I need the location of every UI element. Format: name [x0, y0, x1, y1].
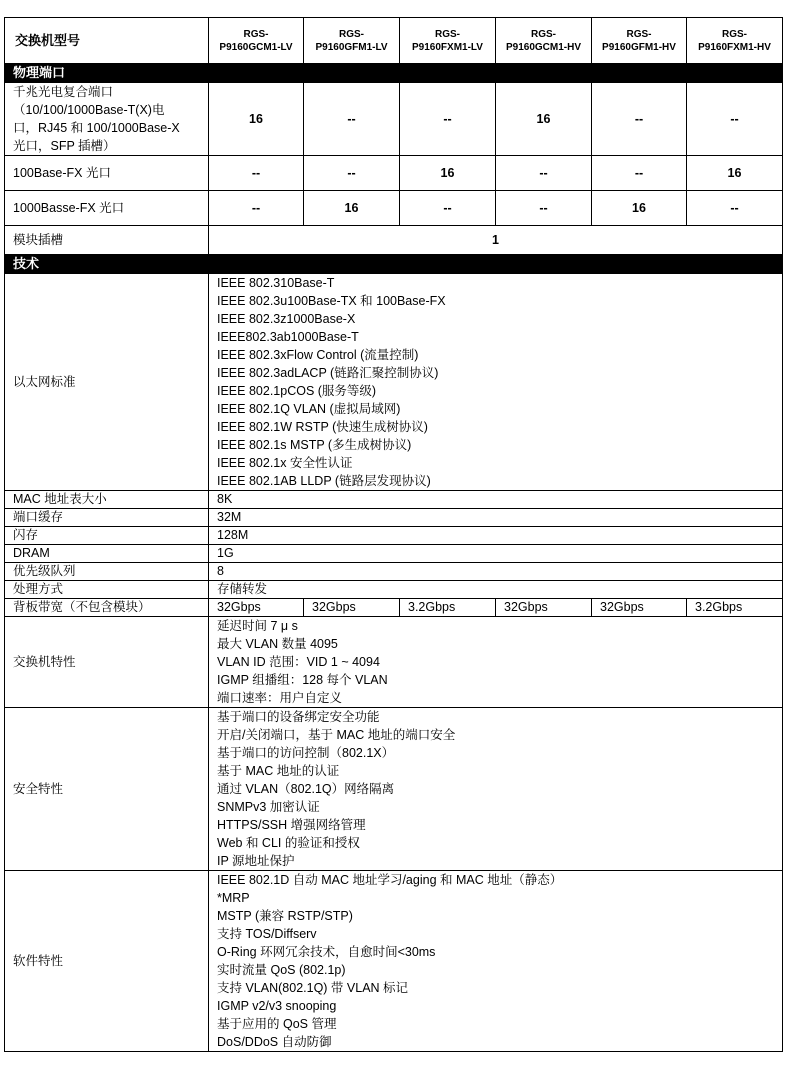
port-value: -- [400, 83, 496, 156]
buffer-row [5, 509, 783, 527]
slot-label: 模块插槽 [5, 226, 209, 255]
security-list [209, 708, 783, 871]
model-1: RGS- P9160GCM1-LV [209, 18, 304, 64]
software-line: O-Ring 环网冗余技术，自愈时间<30ms [217, 945, 436, 959]
feature-line: 端口速率：用户自定义 [217, 691, 343, 705]
mac-table-row [5, 491, 783, 509]
port-value: -- [496, 156, 592, 191]
backplane-value: 32Gbps [592, 599, 687, 617]
row-value: 1G [209, 545, 783, 563]
ethernet-line: IEEE 802.1pCOS (服务等级) [217, 384, 377, 398]
feature-line: VLAN ID 范围：VID 1 ~ 4094 [217, 655, 380, 669]
slot-value: 1 [209, 226, 783, 255]
section-physical [5, 64, 783, 83]
port-value: -- [209, 156, 304, 191]
ethernet-line: IEEE 802.3adLACP (链路汇聚控制协议) [217, 366, 439, 380]
port-value: 16 [496, 83, 592, 156]
port-label: 1000Basse-FX 光口 [5, 191, 209, 226]
software-line: MSTP (兼容 RSTP/STP) [217, 909, 353, 923]
software-line: *MRP [217, 891, 250, 905]
flash-row [5, 527, 783, 545]
feature-line: 最大 VLAN 数量 4095 [217, 637, 338, 651]
port-row-combo [5, 83, 783, 156]
row-value: 存储转发 [209, 581, 783, 599]
ethernet-row [5, 274, 783, 491]
section-title-tech: 技术 [5, 255, 783, 274]
software-line: IGMP v2/v3 snooping [217, 999, 337, 1013]
port-row-100fx [5, 156, 783, 191]
row-value: 32M [209, 509, 783, 527]
software-line: 实时流量 QoS (802.1p) [217, 963, 346, 977]
port-value: -- [592, 156, 687, 191]
model-2: RGS- P9160GFM1-LV [304, 18, 400, 64]
row-label: MAC 地址表大小 [5, 491, 209, 509]
ethernet-line: IEEE 802.1x 安全性认证 [217, 456, 353, 470]
header-label: 交换机型号 [5, 18, 209, 64]
port-value: 16 [400, 156, 496, 191]
backplane-value: 32Gbps [209, 599, 304, 617]
software-list [209, 871, 783, 1052]
software-line: 支持 VLAN(802.1Q) 带 VLAN 标记 [217, 981, 409, 995]
backplane-row [5, 599, 783, 617]
feature-line: 延迟时间 7 μ s [217, 619, 298, 633]
port-label: 千兆光电复合端口 （10/100/1000Base-T(X)电 口，RJ45 和 100/1000Base-X 光口，SFP 插槽） [5, 83, 209, 156]
security-line: IP 源地址保护 [217, 854, 295, 868]
model-5: RGS- P9160GFM1-HV [592, 18, 687, 64]
ethernet-line: IEEE 802.1W RSTP (快速生成树协议) [217, 420, 428, 434]
feature-line: IGMP 组播组：128 每个 VLAN [217, 673, 388, 687]
switch-features-row [5, 617, 783, 708]
row-label: 处理方式 [5, 581, 209, 599]
security-row [5, 708, 783, 871]
port-row-1000fx [5, 191, 783, 226]
security-line: 基于 MAC 地址的认证 [217, 764, 340, 778]
ethernet-label: 以太网标准 [5, 274, 209, 491]
ethernet-line: IEEE 802.1AB LLDP (链路层发现协议) [217, 474, 431, 488]
model-4: RGS- P9160GCM1-HV [496, 18, 592, 64]
section-tech [5, 255, 783, 274]
port-value: -- [209, 191, 304, 226]
ethernet-list [209, 274, 783, 491]
ethernet-line: IEEE 802.3z1000Base-X [217, 312, 356, 326]
security-line: 开启/关闭端口，基于 MAC 地址的端口安全 [217, 728, 456, 742]
security-line: Web 和 CLI 的验证和授权 [217, 836, 360, 850]
security-line: 通过 VLAN（802.1Q）网络隔离 [217, 782, 395, 796]
dram-row [5, 545, 783, 563]
row-label: DRAM [5, 545, 209, 563]
software-line: IEEE 802.1D 自动 MAC 地址学习/aging 和 MAC 地址（静态） [217, 873, 563, 887]
security-line: SNMPv3 加密认证 [217, 800, 320, 814]
section-title-physical: 物理端口 [5, 64, 783, 83]
port-value: -- [304, 156, 400, 191]
backplane-value: 32Gbps [496, 599, 592, 617]
port-value: 16 [687, 156, 783, 191]
port-value: 16 [304, 191, 400, 226]
software-label: 软件特性 [5, 871, 209, 1052]
port-value: -- [400, 191, 496, 226]
port-value: -- [592, 83, 687, 156]
backplane-value: 3.2Gbps [400, 599, 496, 617]
backplane-value: 3.2Gbps [687, 599, 783, 617]
port-label: 100Base-FX 光口 [5, 156, 209, 191]
ethernet-line: IEEE802.3ab1000Base-T [217, 330, 359, 344]
row-label: 优先级队列 [5, 563, 209, 581]
row-value: 8K [209, 491, 783, 509]
port-value: 16 [209, 83, 304, 156]
port-value: 16 [592, 191, 687, 226]
switch-features-label: 交换机特性 [5, 617, 209, 708]
software-line: 支持 TOS/Diffserv [217, 927, 317, 941]
switch-features-list [209, 617, 783, 708]
port-value: -- [687, 83, 783, 156]
backplane-value: 32Gbps [304, 599, 400, 617]
slot-row [5, 226, 783, 255]
row-value: 128M [209, 527, 783, 545]
ethernet-line: IEEE 802.1Q VLAN (虚拟局域网) [217, 402, 401, 416]
software-row [5, 871, 783, 1052]
software-line: DoS/DDoS 自动防御 [217, 1035, 332, 1049]
security-line: 基于端口的设备绑定安全功能 [217, 710, 380, 724]
spec-table [4, 17, 783, 1052]
ethernet-line: IEEE 802.3u100Base-TX 和 100Base-FX [217, 294, 446, 308]
port-value: -- [496, 191, 592, 226]
row-label: 闪存 [5, 527, 209, 545]
port-value: -- [687, 191, 783, 226]
ethernet-line: IEEE 802.3xFlow Control (流量控制) [217, 348, 419, 362]
security-line: 基于端口的访问控制（802.1X） [217, 746, 395, 760]
priority-row [5, 563, 783, 581]
row-label: 端口缓存 [5, 509, 209, 527]
model-6: RGS- P9160FXM1-HV [687, 18, 783, 64]
security-line: HTTPS/SSH 增强网络管理 [217, 818, 366, 832]
ethernet-line: IEEE 802.310Base-T [217, 276, 335, 290]
software-line: 基于应用的 QoS 管理 [217, 1017, 337, 1031]
processing-row [5, 581, 783, 599]
backplane-label: 背板带宽（不包含模块） [5, 599, 209, 617]
security-label: 安全特性 [5, 708, 209, 871]
header-row [5, 18, 783, 64]
port-value: -- [304, 83, 400, 156]
ethernet-line: IEEE 802.1s MSTP (多生成树协议) [217, 438, 412, 452]
row-value: 8 [209, 563, 783, 581]
model-3: RGS- P9160FXM1-LV [400, 18, 496, 64]
